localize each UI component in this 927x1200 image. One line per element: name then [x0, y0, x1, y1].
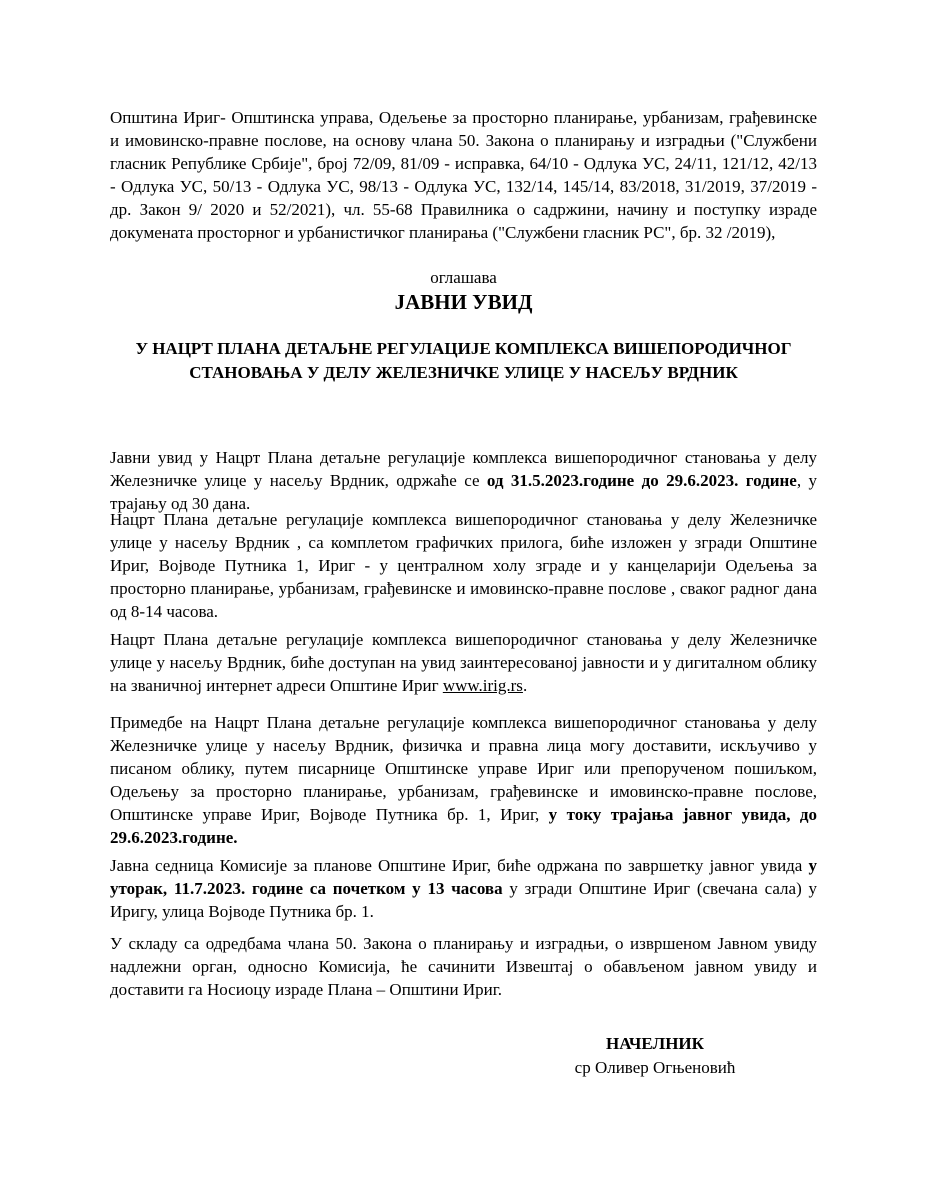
paragraph-session-location: у згради Општине Ириг (свечана сала) у Иригу, улица Војводе Путника бр. 1.	[110, 879, 817, 921]
paragraph-session-text: Јавна седница Комисије за планове Општине Ириг, биће одржана по завршетку јавног увида	[110, 856, 809, 875]
document-title: ЈАВНИ УВИД	[394, 290, 533, 314]
signature-role: НАЧЕЛНИК	[606, 1034, 704, 1053]
subtitle-line-2: СТАНОВАЊА У ДЕЛУ ЖЕЛЕЗНИЧКЕ УЛИЦЕ У НАСЕЉУ ВРДНИК	[189, 363, 738, 382]
paragraph-dates	[110, 446, 817, 515]
paragraph-session	[110, 854, 817, 923]
paragraph-objections	[110, 711, 817, 849]
paragraph-digital	[110, 628, 817, 697]
subtitle-line-1: У НАЦРТ ПЛАНА ДЕТАЉНЕ РЕГУЛАЦИЈЕ КОМПЛЕКСА ВИШЕПОРОДИЧНОГ	[135, 339, 792, 358]
paragraph-objections-deadline: у току трајања јавног увида, до 29.6.2023.године.	[110, 805, 817, 847]
paragraph-session-datetime: у уторак, 11.7.2023. године са почетком у 13 часова	[110, 856, 817, 898]
signature-name: ср Оливер Огњеновић	[574, 1058, 736, 1077]
paragraph-digital-text: Нацрт Плана детаљне регулације комплекса вишепородичног становања у делу Железничке улице у насељу Врдник, биће доступан на увид заинтересованој јавности и у дигиталном облику на званичној интернет адреси Општине Ириг	[110, 630, 817, 695]
announces-text: оглашава	[430, 268, 497, 287]
paragraph-exhibition: Нацрт Плана детаљне регулације комплекса вишепородичног становања у делу Железничке улице у насељу Врдник , са комплетом графичких прилога, биће изложен у згради Општине Ириг, Војводе Путника 1, Ириг - у централном холу зграде и у канцеларији Одељења за просторно планирање, урбанизам, грађевинске и имовинско-правне послове , сваког радног дана од 8-14 часова.	[110, 510, 817, 621]
paragraph-objections-text: Примедбе на Нацрт Плана детаљне регулације комплекса вишепородичног становања у делу Железничке улице у насељу Врдник, физичка и правна лица могу доставити, искључиво у писаном облику, путем писарнице Општинске управе Ириг или препорученом пошиљком, Одељењу за просторно планирање, урбанизам, грађевинске и имовинско-правне послове, Општинске управе Ириг, Војводе Путника бр. 1, Ириг,	[110, 713, 817, 824]
intro-paragraph: Општина Ириг- Општинска управа, Одељење за просторно планирање, урбанизам, грађевинске и имовинско-правне послове, на основу члана 50. Закона о планирању и изградњи ("Службени гласник Републике Србије", број 72/09, 81/09 - исправка, 64/10 - Одлука УС, 24/11, 121/12, 42/13 - Одлука УС, 50/13 - Одлука УС, 98/13 - Одлука УС, 132/14, 145/14, 83/2018, 31/2019, 37/2019 - др. Закон 9/ 2020 и 52/2021), чл. 55-68 Правилника о садржини, начину и поступку израде докумената просторног и урбанистичког планирања ("Службени гласник РС", бр. 32 /2019),	[110, 108, 817, 242]
paragraph-report: У складу са одредбама члана 50. Закона о планирању и изградњи, о извршеном Јавном увиду надлежни орган, односно Комисија, ће сачинити Извештај о обављеном јавном увиду и доставити га Носиоцу израде Плана – Општини Ириг.	[110, 934, 817, 999]
website-link[interactable]: www.irig.rs	[442, 676, 523, 695]
paragraph-digital-end: .	[522, 676, 528, 695]
paragraph-dates-duration: , у трајању од 30 дана.	[110, 471, 818, 513]
document-subtitle	[110, 337, 817, 385]
paragraph-dates-period: од 31.5.2023.године до 29.6.2023. године	[486, 471, 797, 490]
paragraph-dates-text: Јавни увид у Нацрт Плана детаљне регулације комплекса вишепородичног становања у делу Железничке улице у насељу Врдник, одржаће се	[110, 448, 817, 490]
